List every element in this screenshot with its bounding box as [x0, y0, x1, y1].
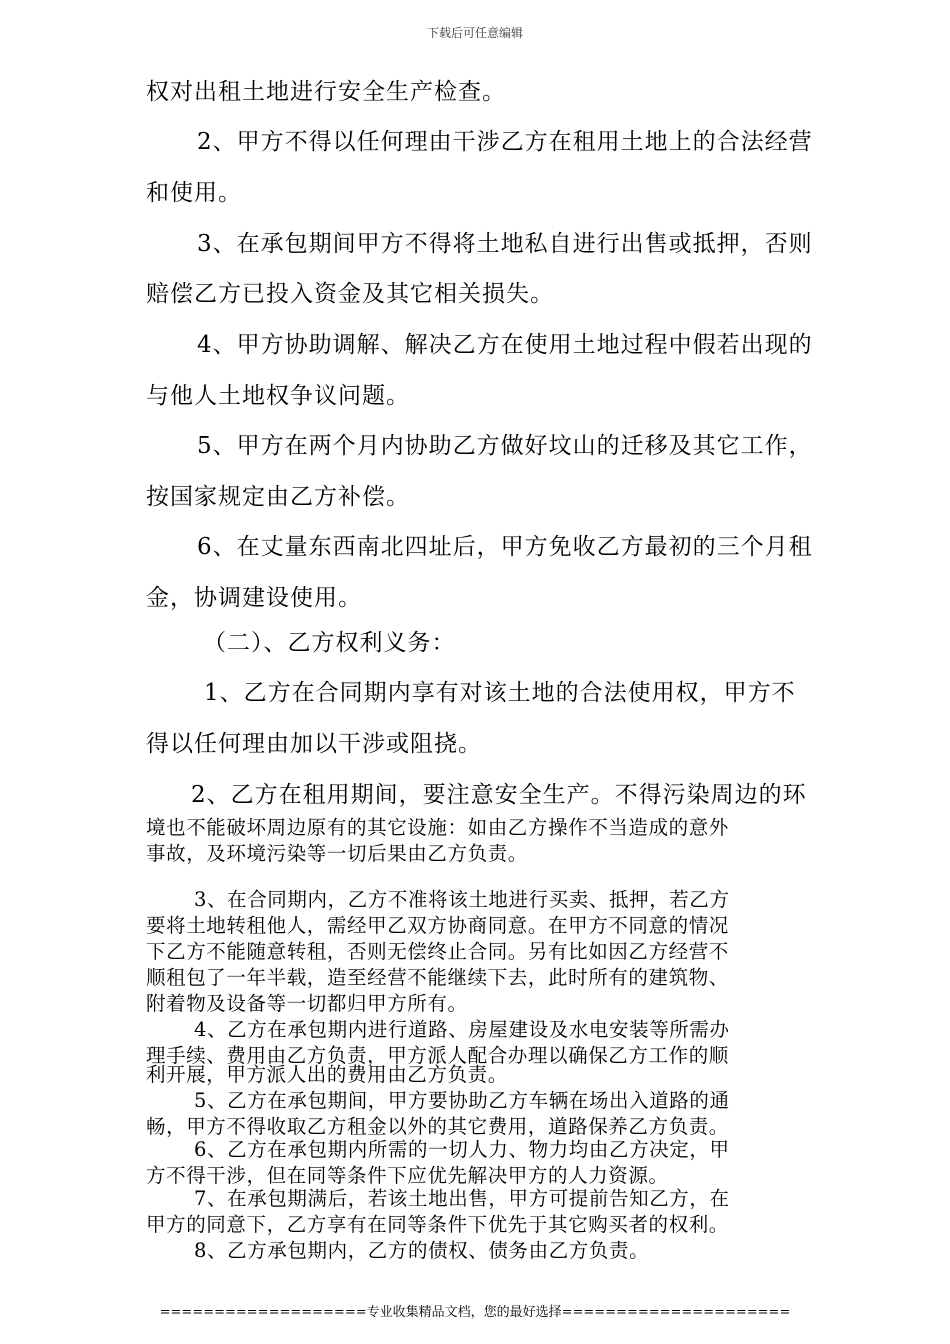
text-line: 7、在承包期满后，若该土地出售，甲方可提前告知乙方，在: [194, 1187, 730, 1210]
text-line: 和使用。: [146, 180, 242, 206]
text-line: 理手续、费用由乙方负责，甲方派人配合办理以确保乙方工作的顺: [146, 1044, 729, 1067]
text-line: 3、在合同期内，乙方不准将该土地进行买卖、抵押，若乙方: [194, 888, 730, 911]
page-footer: ===================专业收集精品文档，您的最好选择=====================: [159, 1305, 791, 1320]
text-line: 要将土地转租他人，需经甲乙双方协商同意。在甲方不同意的情况: [146, 914, 729, 937]
text-line: 赔偿乙方已投入资金及其它相关损失。: [146, 281, 554, 307]
text-line: 6、在丈量东西南北四址后，甲方免收乙方最初的三个月租: [197, 534, 813, 560]
text-line: 4、乙方在承包期内进行道路、房屋建设及水电安装等所需办: [194, 1018, 730, 1041]
text-line: 甲方的同意下，乙方享有在同等条件下优先于其它购买者的权利。: [146, 1213, 729, 1236]
text-line: 方不得干涉，但在同等条件下应优先解决甲方的人力资源。: [146, 1164, 669, 1187]
text-line: 按国家规定由乙方补偿。: [146, 484, 410, 510]
text-line: 下乙方不能随意转租，否则无偿终止合同。另有比如因乙方经营不: [146, 940, 729, 963]
text-line: 畅，甲方不得收取乙方租金以外的其它费用，道路保养乙方负责。: [146, 1115, 729, 1138]
text-line: 5、甲方在两个月内协助乙方做好坟山的迁移及其它工作，: [197, 433, 813, 459]
section-heading: （二）、乙方权利义务：: [203, 630, 456, 656]
text-line: 事故，及环境污染等一切后果由乙方负责。: [146, 842, 528, 865]
text-line: 4、甲方协助调解、解决乙方在使用土地过程中假若出现的: [197, 332, 813, 358]
text-line: 与他人土地权争议问题。: [146, 383, 410, 409]
text-line: 1、乙方在合同期内享有对该土地的合法使用权，甲方不: [204, 680, 796, 706]
text-line: 5、乙方在承包期间，甲方要协助乙方车辆在场出入道路的通: [194, 1089, 730, 1112]
page-header: 下载后可任意编辑: [426, 26, 523, 40]
text-line: 8、乙方承包期内，乙方的债权、债务由乙方负责。: [194, 1239, 650, 1262]
text-line: 权对出租土地进行安全生产检查。: [146, 79, 506, 105]
text-line: 金，协调建设使用。: [146, 585, 362, 611]
text-line: 得以任何理由加以干涉或阻挠。: [146, 731, 482, 757]
text-line: 顺租包了一年半载，造至经营不能继续下去，此时所有的建筑物、: [146, 966, 729, 989]
text-line: 附着物及设备等一切都归甲方所有。: [146, 992, 468, 1015]
text-line: 2、甲方不得以任何理由干涉乙方在租用土地上的合法经营: [197, 129, 813, 155]
text-line: 2、乙方在租用期间，要注意安全生产。不得污染周边的环: [191, 782, 807, 808]
text-line: 6、乙方在承包期内所需的一切人力、物力均由乙方决定，甲: [194, 1138, 730, 1161]
text-line: 利开展，甲方派人出的费用由乙方负责。: [146, 1063, 508, 1086]
text-line: 境也不能破坏周边原有的其它设施：如由乙方操作不当造成的意外: [146, 816, 729, 839]
text-line: 3、在承包期间甲方不得将土地私自进行出售或抵押，否则: [197, 231, 813, 257]
